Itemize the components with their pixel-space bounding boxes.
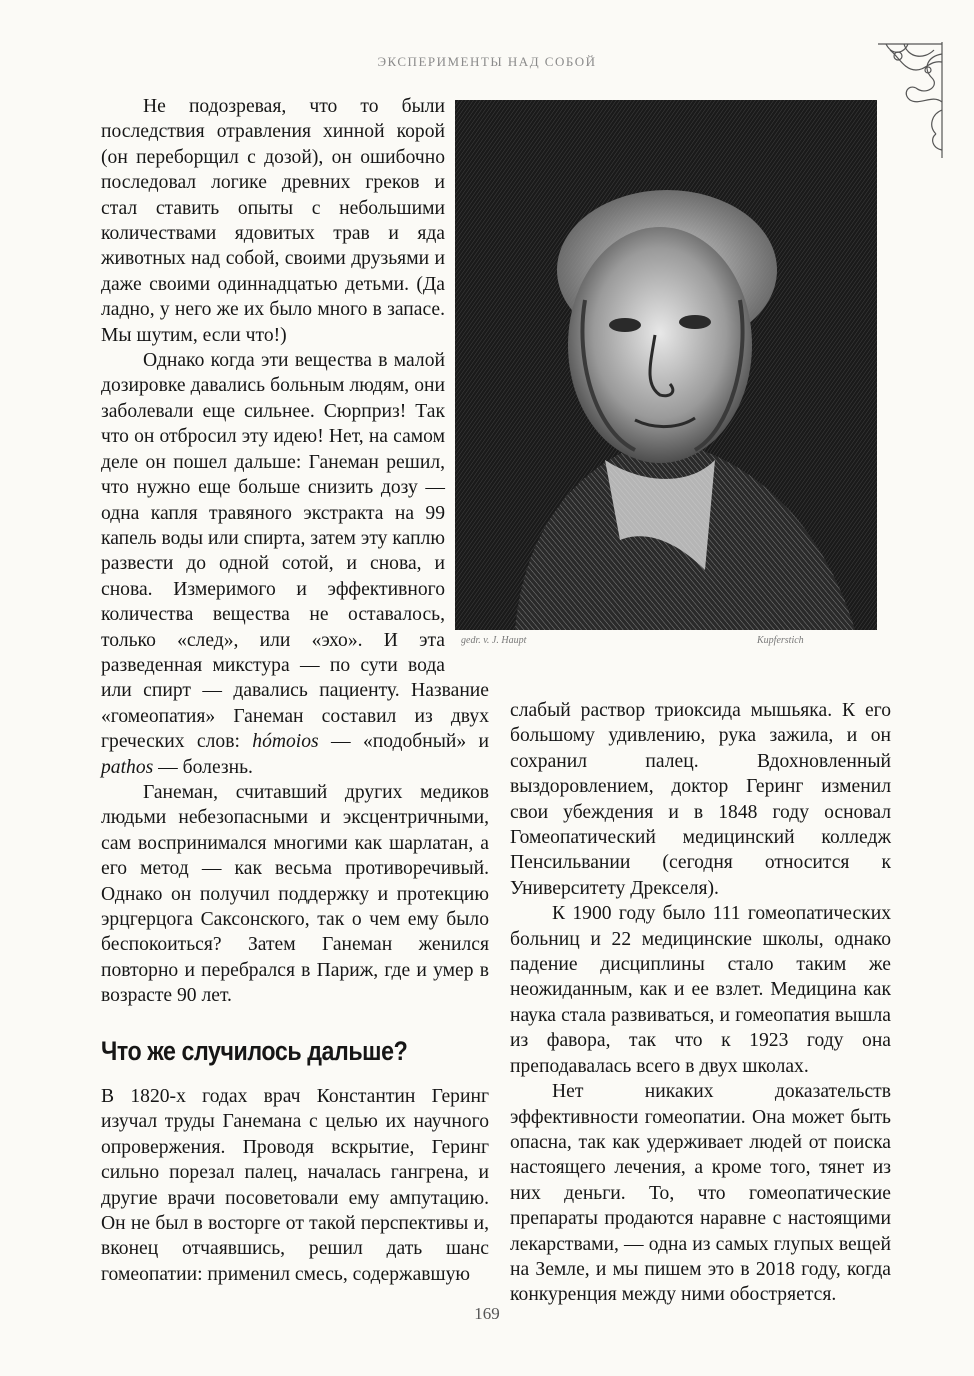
greek-word: pathos <box>101 756 154 778</box>
portrait-caption-left: gedr. v. J. Haupt <box>461 635 527 646</box>
portrait-engraving <box>455 94 891 654</box>
paragraph: В 1820-х годах врач Константин Геринг изучал труды Ганемана с целью их научного опровержения. Проводя вскрытие, Геринг сильно порезал палец, началась гангрена, и другие врачи посоветовали ему ампутацию. Он не был в восторге от такой перспективы и, вконец отчаявшись, решил дать шанс гомеопатии: применил смесь, содержавшую <box>101 1086 489 1285</box>
paragraph: К 1900 году было 111 гомеопатических больниц и 22 медицинские школы, однако падение дисциплины стало таким же неожиданным, как и ее взлет. Медицина как наука стала развиваться, и гомеопатия вышла из фавора, так что к 1923 году она преподавалась всего в двух школах. <box>510 903 891 1077</box>
paragraph: Ганеман, считавший других медиков людьми небезопасными и эксцентричными, сам воспринимался многими как шарлатан, а его метод — как весьма противоречивый. Однако он получил поддержку и протекцию эрцгерцога Саксонского, так о чем ему было беспокоиться? Затем Ганеман женился повторно и перебрался в Париж, где и умер в возрасте 90 лет. <box>101 781 489 1007</box>
portrait-image <box>455 100 877 630</box>
paragraph: Нет никаких доказательств эффективности гомеопатии. Она может быть опасна, так как удерживает людей от поиска настоящего лечения, а кроме того, тянет из них деньги. То, что гомеопатические препараты продаются наравне с настоящими лекарствами, — одна из самых глупых вещей на Земле, и мы пишем это в 2018 году, когда конкуренция между ними обостряется. <box>510 1081 891 1306</box>
page-number: 169 <box>474 1304 500 1323</box>
portrait-caption-right: Kupferstich <box>757 635 804 646</box>
paragraph: Не подозревая, что то были последствия отравления хинной корой (он переборщил с дозой), он ошибочно последовал логике древних греков и стал ставить опыты с небольшими количествами ядовитых трав и яда животных над собой, своими друзьями и даже своими одиннадцатью детьми. (Да ладно, у него же их было много в запасе. Мы шутим, если что!) <box>101 96 445 346</box>
paragraph: Однако когда эти вещества в малой дозировке давались больным людям, они заболевали еще сильнее. Сюрприз! Так что он отбросил эту идею! Нет, на самом деле он пошел дальше: Ганеман решил, что нужно еще больше снизить дозу — одна капля травяного экстракта на 99 капель воды или спирта, затем эту каплю развести до одной сотой, и снова, и снова. Измеримого и эффективного количества вещества не оставалось, только «след», или «эхо». И эта разведенная микстура — по сути вода или спирт — давались пациенту. Название «гомеопатия» Ганеман составил из двух греческих слов: hómoios — «подобный» и pathos — болезнь. <box>101 350 490 778</box>
greek-word: hómoios <box>252 731 319 753</box>
paragraph: слабый раствор триоксида мышьяка. К его большому удивлению, рука зажила, и он сохранил палец. Вдохновленный выздоровлением, доктор Геринг изменил свои убеждения и в 1848 году основал Гомеопатический медицинский колледж Пенсильвании (сегодня относится к Университету Дрекселя). <box>510 700 891 899</box>
running-head: ЭКСПЕРИМЕНТЫ НАД СОБОЙ <box>377 54 597 69</box>
right-column <box>510 698 891 1308</box>
section-heading: Что же случилось дальше? <box>101 1035 408 1066</box>
